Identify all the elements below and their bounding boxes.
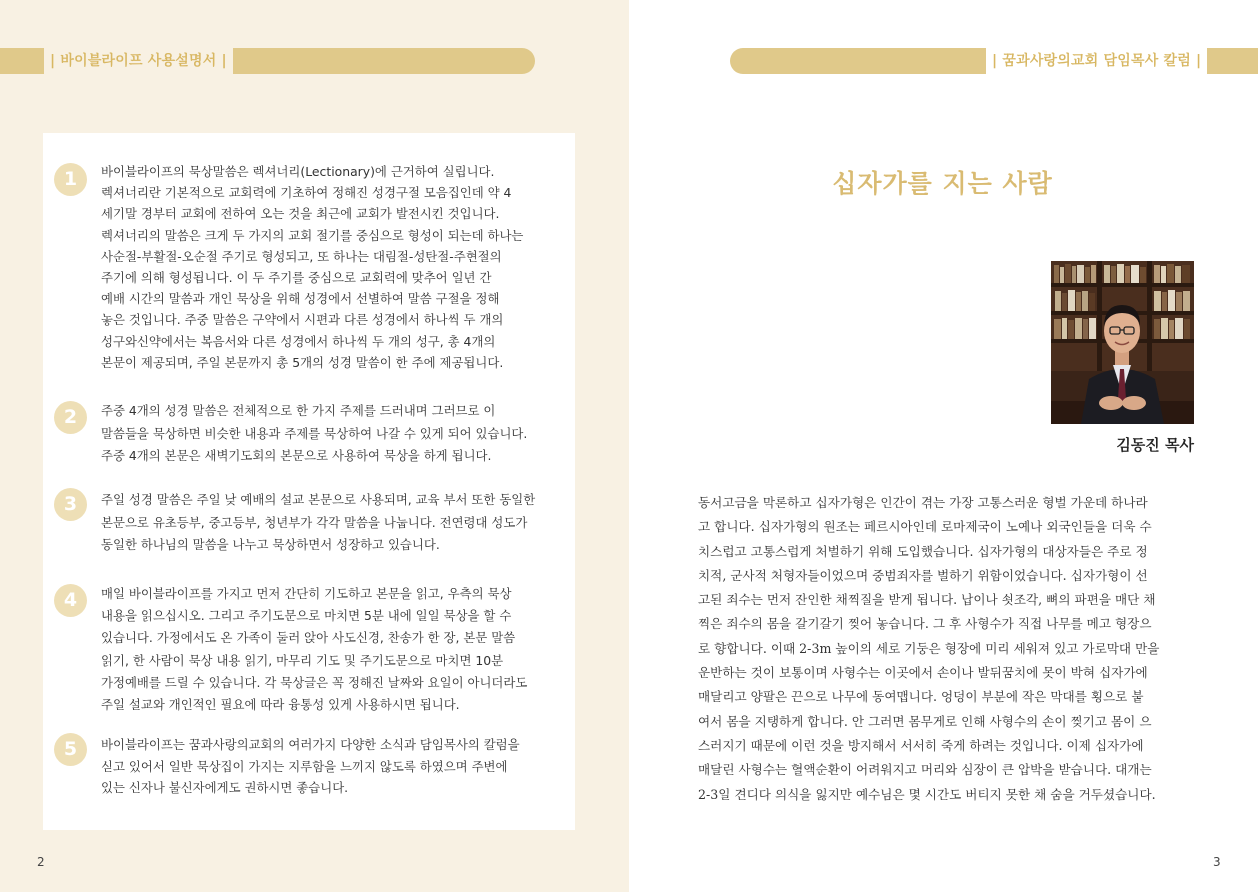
author-portrait (1051, 261, 1194, 424)
author-name: 김동진 목사 (1116, 436, 1194, 454)
number-badge: 5 (54, 733, 87, 766)
instruction-text: 주중 4개의 성경 말씀은 전체적으로 한 가지 주제를 드러내며 그러므로 이 말씀들을 묵상하면 비슷한 내용과 주제를 묵상하여 나갈 수 있게 되어 있습니다. 주중 4개의 본문은 새벽기도회의 본문으로 사용하여 묵상을 하게 됩니다. (101, 403, 528, 463)
instruction-text: 주일 성경 말씀은 주일 낮 예배의 설교 본문으로 사용되며, 교육 부서 또한 동일한 본문으로 유초등부, 중고등부, 청년부가 각각 말씀을 나눕니다. 전연령대 성도가 동일한 하나님의 말씀을 나누고 묵상하면서 성장하고 있습니다. (101, 492, 536, 552)
left-header-label: | 바이블라이프 사용설명서 | (44, 48, 233, 74)
instruction-text: 바이블라이프의 묵상말씀은 렉셔너리(Lectionary)에 근거하여 실립니다. 렉셔너리란 기본적으로 교회력에 기초하여 정해진 성경구절 모음집인데 약 4 세기말 경부터 교회에 전하여 오는 것을 최근에 교회가 발전시킨 것입니다. 렉셔너리의 말씀은 크게 두 가지의 교회 절기를 중심으로 형성이 되는데 하나는 사순절-부활절-오순절 주기로 형성되고, 또 하나는 대림절-성탄절-주현절의 주기에 의해 형성됩니다. 이 두 주기를 중심으로 교회력에 맞추어 일년 간 예배 시간의 말씀과 개인 묵상을 위해 성경에서 선별하여 말씀 구절을 정해 놓은 것입니다. 주중 말씀은 구약에서 시편과 다른 성경에서 하나씩 두 개의 성구와신약에서는 복음서와 다른 성경에서 하나씩 두 개의 성구, 총 4개의 본문이 제공되며, 주일 본문까지 총 5개의 성경 말씀이 한 주에 제공됩니다. (101, 164, 524, 370)
right-header-label: | 꿈과사랑의교회 담임목사 칼럼 | (986, 48, 1207, 74)
article-title: 십자가를 지는 사람 (832, 169, 1053, 198)
right-page-number: 3 (1213, 855, 1221, 869)
left-page-number: 2 (37, 855, 45, 869)
instructions-card (43, 133, 575, 830)
instruction-text: 바이블라이프는 꿈과사랑의교회의 여러가지 다양한 소식과 담임목사의 칼럼을 싣고 있어서 일반 묵상집이 가지는 지루함을 느끼지 않도록 하였으며 주변에 있는 신자나 불신자에게도 권하시면 좋습니다. (101, 737, 520, 796)
number-badge: 4 (54, 584, 87, 617)
instruction-text: 매일 바이블라이프를 가지고 먼저 간단히 기도하고 본문을 읽고, 우측의 묵상 내용을 읽으십시오. 그리고 주기도문으로 마치면 5분 내에 일일 묵상을 할 수 있습니다. 가정에서도 온 가족이 둘러 앉아 사도신경, 찬송가 한 장, 본문 말씀 읽기, 한 사람이 묵상 내용 읽기, 마무리 기도 및 주기도문으로 마치면 10분 가정예배를 드릴 수 있습니다. 각 묵상글은 꼭 정해진 날짜와 요일이 아니더라도 주일 설교와 개인적인 필요에 따라 융통성 있게 사용하시면 됩니다. (101, 586, 528, 713)
number-badge: 2 (54, 401, 87, 434)
article-body: 동서고금을 막론하고 십자가형은 인간이 겪는 가장 고통스러운 형벌 가운데 하나라 고 합니다. 십자가형의 원조는 페르시아인데 로마제국이 노예나 외국인들을 더욱 수 치스럽고 고통스럽게 처벌하기 위해 도입했습니다. 십자가형의 대상자들은 주로 정 치적, 군사적 처형자들이었으며 중범죄자를 벌하기 위함이었습니다. 십자가형이 선 고된 죄수는 먼저 잔인한 채찍질을 받게 됩니다. 납이나 쇳조각, 뼈의 파편을 매단 채 찍은 죄수의 몸을 갈기갈기 찢어 놓습니다. 그 후 사형수가 직접 나무를 메고 형장으 로 향합니다. 이때 2-3m 높이의 세로 기둥은 형장에 미리 세워져 있고 가로막대 만을 운반하는 것이 보통이며 사형수는 이곳에서 손이나 발뒤꿈치에 못이 박혀 십자가에 매달리고 양팔은 끈으로 나무에 동여맵니다. 엉덩이 부분에 작은 막대를 횡으로 붙 여서 몸을 지탱하게 합니다. 안 그러면 몸무게로 인해 사형수의 손이 찢기고 몸이 으 스러지기 때문에 이런 것을 방지해서 서서히 죽게 하려는 것입니다. 이제 십자가에 매달린 사형수는 혈액순환이 어려워지고 머리와 심장이 큰 압박을 받습니다. 대개는 2-3일 견디다 의식을 잃지만 예수님은 몇 시간도 버티지 못한 채 숨을 거두셨습니다. (698, 495, 1160, 802)
number-badge: 1 (54, 163, 87, 196)
number-badge: 3 (54, 488, 87, 521)
